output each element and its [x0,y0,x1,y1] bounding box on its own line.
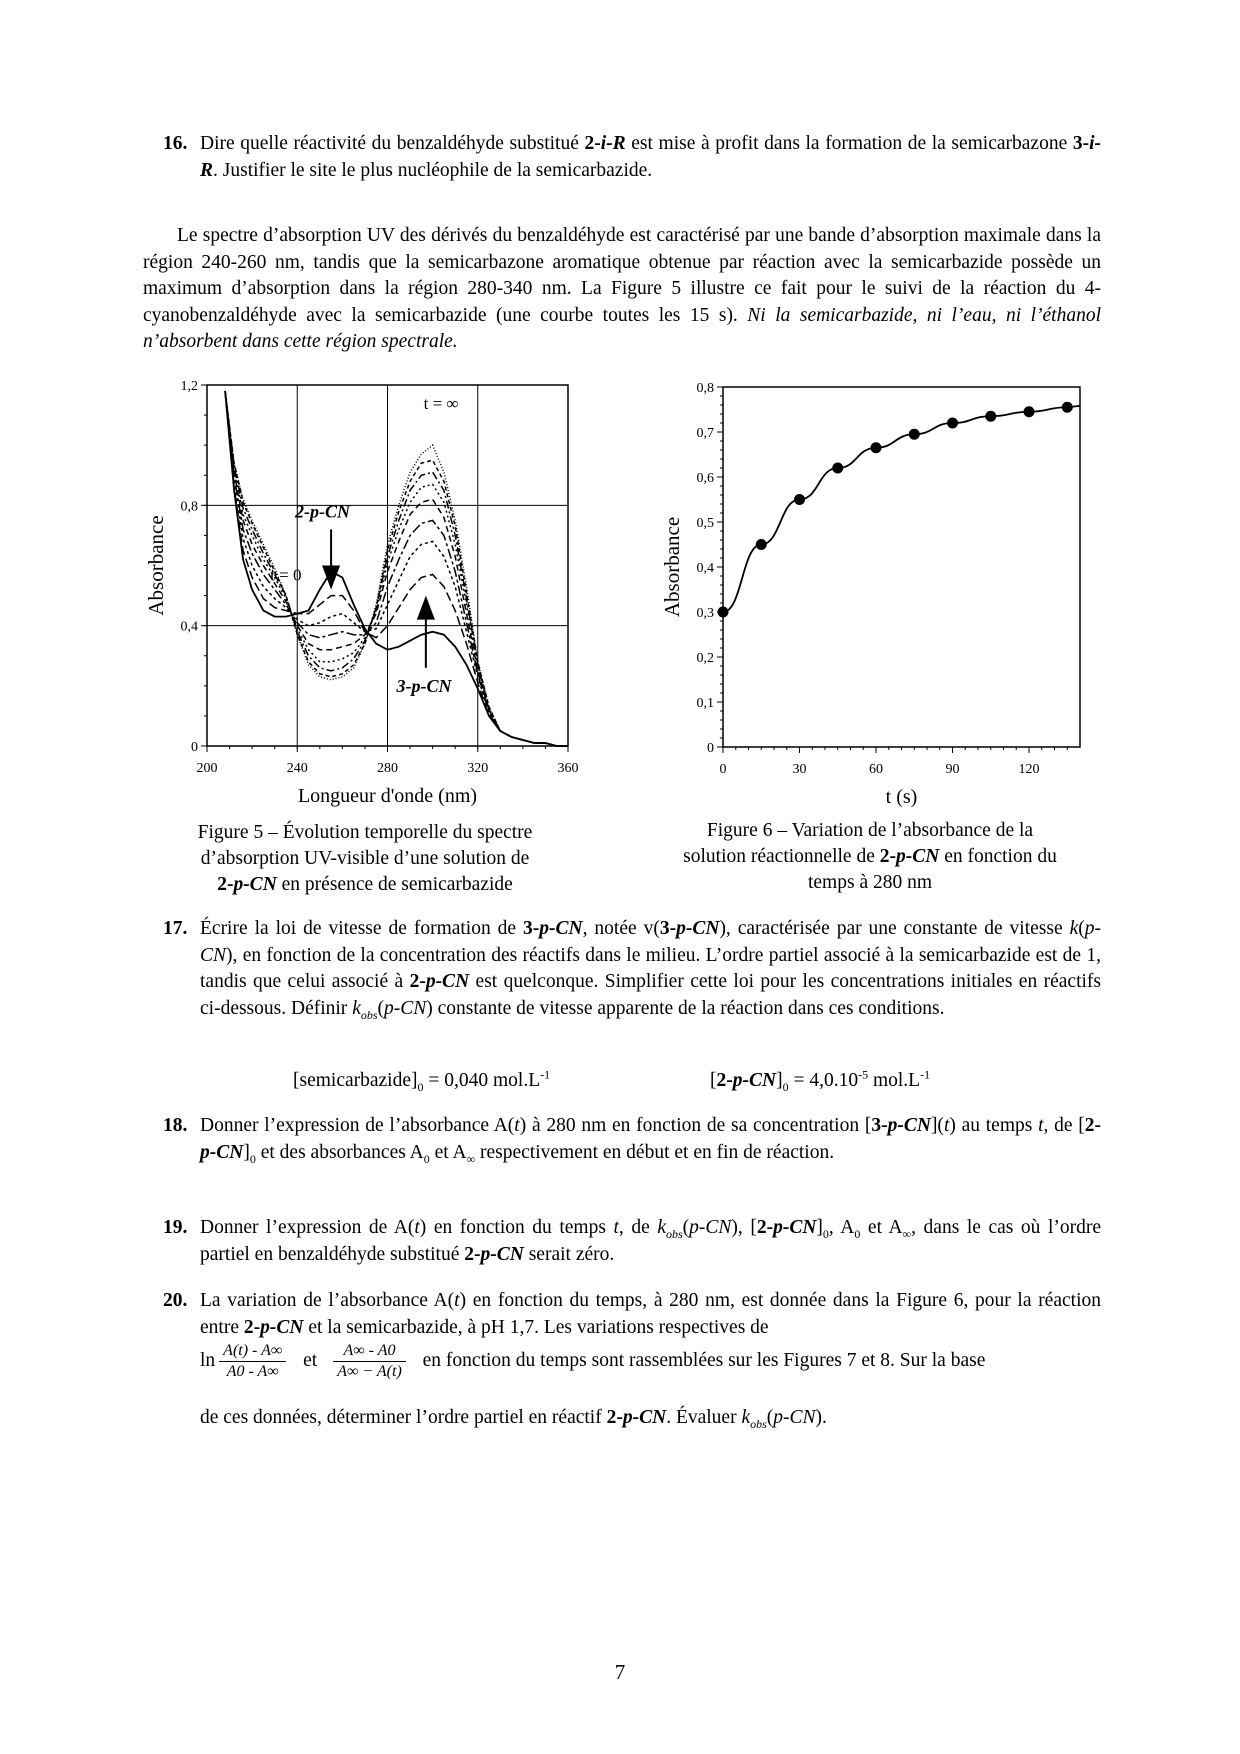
q20-last-line: de ces données, déterminer l’ordre partiel en réactif 2-p-CN. Évaluer $k_{obs}(p-CN)$. [200,1407,827,1431]
question-text: La variation de l’absorbance A(t) en fonction du temps, à 280 nm, est donnée dans la Figure 6, pour la réaction entre 2-p-CN et la semicarbazide, à pH 1,7. Les variations respectives de [200,1290,1101,1338]
x-tick-label: 280 [377,761,398,776]
y-tick-label: 0 [707,741,714,756]
x-tick-label: 60 [869,762,883,777]
annotation-t-zero: t = 0 [270,565,302,585]
data-point [756,539,767,550]
question-number: 20. [163,1290,188,1311]
annotation-t-infinity: t = ∞ [423,394,459,414]
data-point [947,418,958,429]
spectrum-curve-0 [225,391,568,746]
x-tick-label: 320 [467,761,489,776]
spectrum-curve-4 [225,391,568,746]
x-tick-label: 200 [196,761,218,776]
x-tick-label: 90 [945,762,960,777]
question-number: 19. [163,1217,188,1238]
q20-formula-line: ln $\frac{A(t) - A\infty}{A0 - A\infty}$ et $\frac{A\infty - A0}{A\infty - A(t)}$ en fonction du temps sont rassemblées sur les Figures 7 et 8. Sur la base [200,1342,986,1380]
spectrum-curve-6 [225,391,568,746]
fraction-1: $\frac{A(t) - A\infty}{A0 - A\infty}$ [219,1342,286,1381]
spectrum-curve-5 [225,391,568,746]
data-point [832,463,843,474]
spectrum-curve-1 [225,391,568,746]
data-point [985,411,996,422]
question-text: Écrire la loi de vitesse de formation de 3-p-CN, notée v(3-p-CN), caractérisée par une constante de vitesse k(p-CN), en fonction de la concentration des réactifs dans le milieu. L’ordre partiel associé à la semicarbazide est de 1, tandis que celui associé à 2-p-CN est quelconque. Simplifier cette loi pour les concentrations initiales en réactifs ci-dessous. Définir $k_{obs}(p-CN)$ constante de vitesse apparente de la réaction dans ces conditions. [200,918,1101,1022]
question-number: 18. [163,1115,188,1136]
y-tick-label: 0,3 [696,606,714,621]
x-tick-label: 120 [1018,762,1040,777]
y-axis-label: Absorbance [144,515,168,616]
plot-frame [207,385,568,746]
question-text: Donner l’expression de A(t) en fonction du temps t, de $k_{obs}(p-CN)$, $[2-p-CN]_0$, $A_0$ et $A_\infty$, dans le cas où l’ordre partiel en benzaldéhyde substitué 2-p-CN serait zéro. [200,1217,1102,1265]
y-tick-label: 0,4 [180,619,198,635]
y-tick-label: 0,2 [696,651,714,666]
y-tick-label: 1,2 [180,379,198,394]
intro-paragraph: Le spectre d’absorption UV des dérivés du benzaldéhyde est caractérisé par une bande d’absorption maximale dans la région 240-260 nm, tandis que la semicarbazone aromatique obtenue par réaction avec la semicarbazide possède un maximum d’absorption dans la région 280-340 nm. La Figure 5 illustre ce fait pour le suivi de la réaction du 4-cyanobenzaldéhyde avec la semicarbazide (une courbe toutes les 15 s). Ni la semicarbazide, ni l’eau, ni l’éthanol n’absorbent dans cette région spectrale. [143,225,1101,352]
x-tick-label: 30 [792,762,807,777]
x-axis-label: Longueur d'onde (nm) [297,785,478,807]
y-tick-label: 0,6 [696,471,714,486]
arrow-down-head [322,566,340,590]
y-tick-label: 0,5 [696,516,714,531]
annotation-2-p-cn: 2-p-CN [294,501,350,522]
data-point [1024,406,1035,417]
fraction-2: $\frac{A\infty - A0}{A\infty - A(t)}$ [333,1342,406,1381]
data-point [1062,402,1073,413]
y-tick-label: 0,7 [696,426,714,441]
x-tick-label: 360 [557,761,579,776]
x-tick-label: 0 [719,762,727,777]
semicarbazide-concentration: $[semicarbazide]_0 = 0,040$ $mol.L^{-1}$ [293,1067,551,1094]
data-point [794,494,805,505]
question-number: 16. [163,133,188,154]
question-text: Donner l’expression de l’absorbance A(t) à 280 nm en fonction de sa concentration [3-p-CN](t) au temps t, de $[2-p-CN]_0$ et des absorbances $A_0$ et $A_\infty$ respectivement en début et en fin de réaction. [200,1115,1101,1166]
figure-5-caption: Figure 5 – Évolution temporelle du spectre d’absorption UV-visible d’une solution de 2-p-CN en présence de semicarbazide [197,822,533,895]
cn-concentration: $[2-p-CN]_0 = 4,0.10^{-5}$ $mol.L^{-1}$ [710,1067,931,1094]
data-point [909,429,920,440]
annotation-3-p-cn: 3-p-CN [396,675,452,696]
question-number: 17. [163,918,188,939]
spectrum-curve-2 [225,391,568,746]
spectrum-curve-3 [225,391,568,746]
page-number: 7 [614,1660,626,1684]
question-text: Dire quelle réactivité du benzaldéhyde substitué 2-i-R est mise à profit dans la formation de la semicarbazone 3-i-R. Justifier le site le plus nucléophile de la semicarbazide. [200,133,1102,181]
data-point [718,607,729,618]
y-tick-label: 0,4 [696,561,714,576]
spectrum-curve-8 [225,391,568,746]
y-axis-label: Absorbance [660,516,684,618]
x-tick-label: 240 [286,761,308,776]
data-point [871,442,882,453]
spectrum-curve-7 [225,391,568,746]
y-tick-label: 0 [191,740,198,755]
y-tick-label: 0,8 [180,499,198,515]
arrow-up-head [417,596,435,620]
x-axis-label: t (s) [885,786,918,808]
y-tick-label: 0,1 [696,696,714,711]
fit-curve [723,406,1080,612]
y-tick-label: 0,8 [696,381,714,396]
figure-6-caption: Figure 6 – Variation de l’absorbance de la solution réactionnelle de 2-p-CN en fonction du temps à 280 nm [683,820,1057,893]
plot-frame [723,387,1080,747]
